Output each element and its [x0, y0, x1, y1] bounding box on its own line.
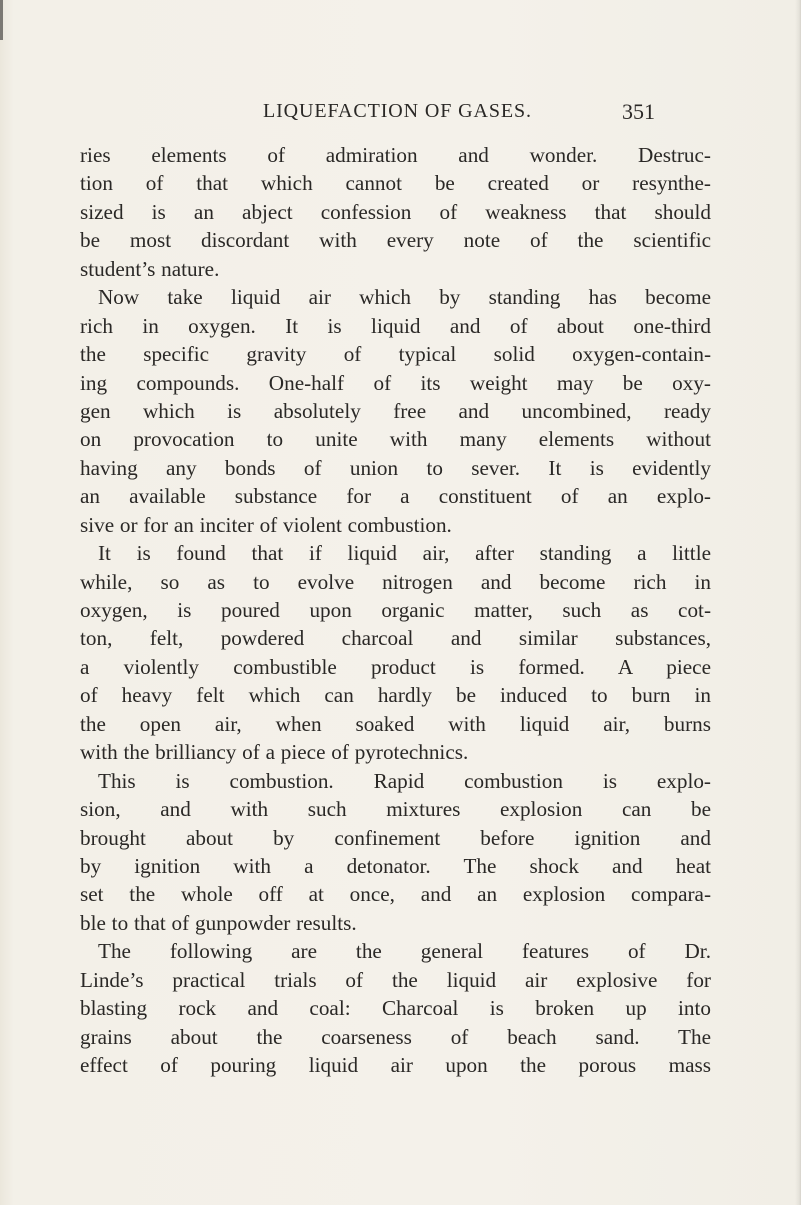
body-text	[80, 141, 711, 1079]
text-line: the open air, when soaked with liquid air, burns	[80, 711, 711, 736]
page-gutter-shadow	[795, 0, 801, 1205]
text-line: set the whole off at once, and an explosion compara-	[80, 882, 711, 907]
text-line: effect of pouring liquid air upon the porous mass	[80, 1053, 711, 1077]
text-line: student’s nature.	[80, 256, 220, 281]
text-line: blasting rock and coal: Charcoal is broken up into	[80, 996, 711, 1021]
text-line: ton, felt, powdered charcoal and similar substances,	[80, 626, 711, 651]
text-line: This is combustion. Rapid combustion is explo-	[98, 768, 711, 793]
text-line: gen which is absolutely free and uncombined, ready	[80, 398, 711, 423]
text-line: ing compounds. One-half of its weight may be oxy-	[80, 370, 711, 395]
text-line: while, so as to evolve nitrogen and become rich in	[80, 569, 711, 594]
text-line: tion of that which cannot be created or resynthe-	[80, 171, 711, 196]
text-line: an available substance for a constituent of an explo-	[80, 484, 711, 509]
running-header	[0, 96, 801, 136]
text-line: on provocation to unite with many elements without	[80, 427, 711, 452]
text-line: sive or for an inciter of violent combustion.	[80, 512, 452, 537]
text-line: ble to that of gunpowder results.	[80, 910, 357, 935]
text-line: of heavy felt which can hardly be induced to burn in	[80, 683, 711, 708]
text-line: having any bonds of union to sever. It is evidently	[80, 455, 711, 480]
running-title: LIQUEFACTION OF GASES.	[263, 100, 532, 122]
text-line: with the brilliancy of a piece of pyrotechnics.	[80, 740, 469, 765]
text-line: It is found that if liquid air, after standing a little	[98, 541, 711, 566]
text-line: by ignition with a detonator. The shock and heat	[80, 853, 711, 878]
page-edge-mark	[0, 0, 3, 40]
text-line: sion, and with such mixtures explosion can be	[80, 797, 711, 822]
page-number: 351	[622, 99, 655, 124]
text-line: rich in oxygen. It is liquid and of about one-third	[80, 313, 711, 338]
text-line: oxygen, is poured upon organic matter, such as cot-	[80, 598, 711, 622]
text-line: Now take liquid air which by standing has become	[98, 285, 711, 310]
text-line: be most discordant with every note of the scientific	[80, 228, 711, 253]
text-line: sized is an abject confession of weakness that should	[80, 199, 711, 224]
text-line: The following are the general features of Dr.	[98, 939, 711, 964]
text-line: Linde’s practical trials of the liquid air explosive for	[80, 967, 711, 992]
text-line: the specific gravity of typical solid oxygen-contain-	[80, 342, 711, 367]
text-line: a violently combustible product is formed. A piece	[80, 654, 711, 679]
text-line: ries elements of admiration and wonder. Destruc-	[80, 143, 711, 167]
text-line: grains about the coarseness of beach sand. The	[80, 1024, 711, 1049]
text-line: brought about by confinement before ignition and	[80, 825, 711, 850]
